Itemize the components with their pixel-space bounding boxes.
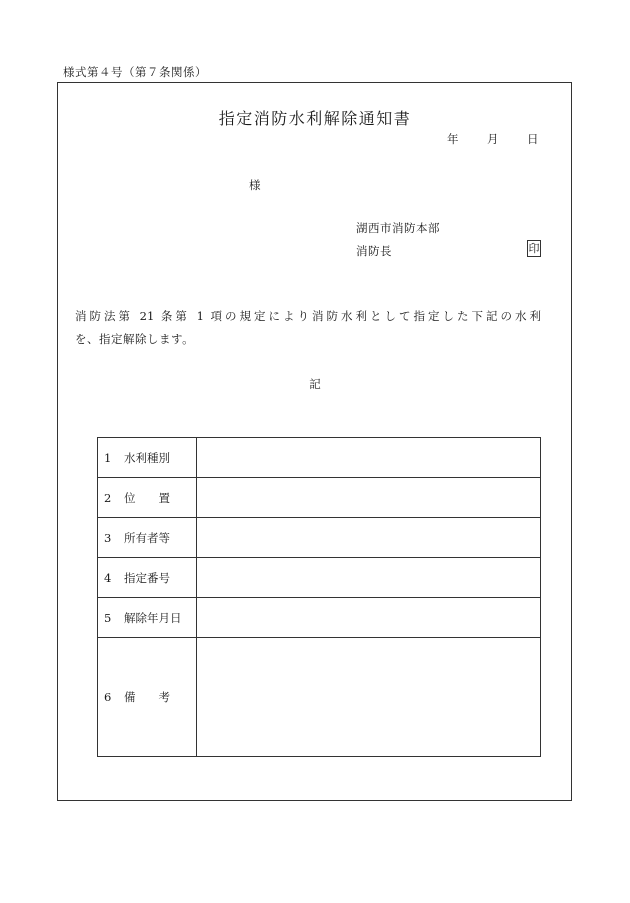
location-field[interactable]: [197, 478, 541, 518]
row-label: 解除年月日: [124, 610, 182, 625]
designation-number-field[interactable]: [197, 558, 541, 598]
document-title: 指定消防水利解除通知書: [218, 109, 412, 128]
row-label: 備 考: [124, 690, 170, 704]
table-row: [98, 558, 541, 598]
body-text-line-1: 消防法第 21 条第 1 項の規定により消防水利として指定した下記の水利: [75, 309, 541, 323]
row-label: 所有者等: [124, 530, 170, 545]
body-text-line-2: を、指定解除します。: [75, 332, 195, 346]
owner-field[interactable]: [197, 518, 541, 558]
table-row: [98, 438, 541, 478]
row-number: 1: [104, 450, 112, 465]
issuer-title: 消防長: [356, 244, 392, 258]
row-label-cell: [98, 598, 197, 638]
date-day: 日: [527, 132, 539, 146]
row-number: 2: [104, 490, 112, 505]
date-month: 月: [487, 132, 499, 146]
water-type-field[interactable]: [197, 438, 541, 478]
addressee-suffix: 様: [249, 178, 261, 192]
table-row: [98, 478, 541, 518]
row-number: 3: [104, 530, 112, 545]
remarks-field[interactable]: [197, 638, 541, 757]
row-label: 指定番号: [124, 570, 170, 585]
row-number: 4: [104, 570, 112, 585]
form-reference: 様式第４号（第７条関係）: [63, 65, 207, 79]
cancellation-date-field[interactable]: [197, 598, 541, 638]
row-label-cell: [98, 478, 197, 518]
row-label-cell: [98, 558, 197, 598]
date-year: 年: [447, 132, 459, 146]
table-row: [98, 638, 541, 757]
row-number: 6: [104, 690, 112, 704]
item-table: [97, 437, 541, 757]
table-row: [98, 518, 541, 558]
row-label: 水利種別: [124, 450, 170, 465]
seal-mark: 印: [528, 242, 540, 255]
row-label: 位 置: [124, 490, 170, 505]
row-label-cell: [98, 638, 197, 757]
row-label-cell: [98, 438, 197, 478]
row-label-cell: [98, 518, 197, 558]
row-number: 5: [104, 610, 112, 625]
ki-heading: 記: [309, 377, 321, 391]
table-row: [98, 598, 541, 638]
issuer-org: 湖西市消防本部: [356, 221, 440, 235]
